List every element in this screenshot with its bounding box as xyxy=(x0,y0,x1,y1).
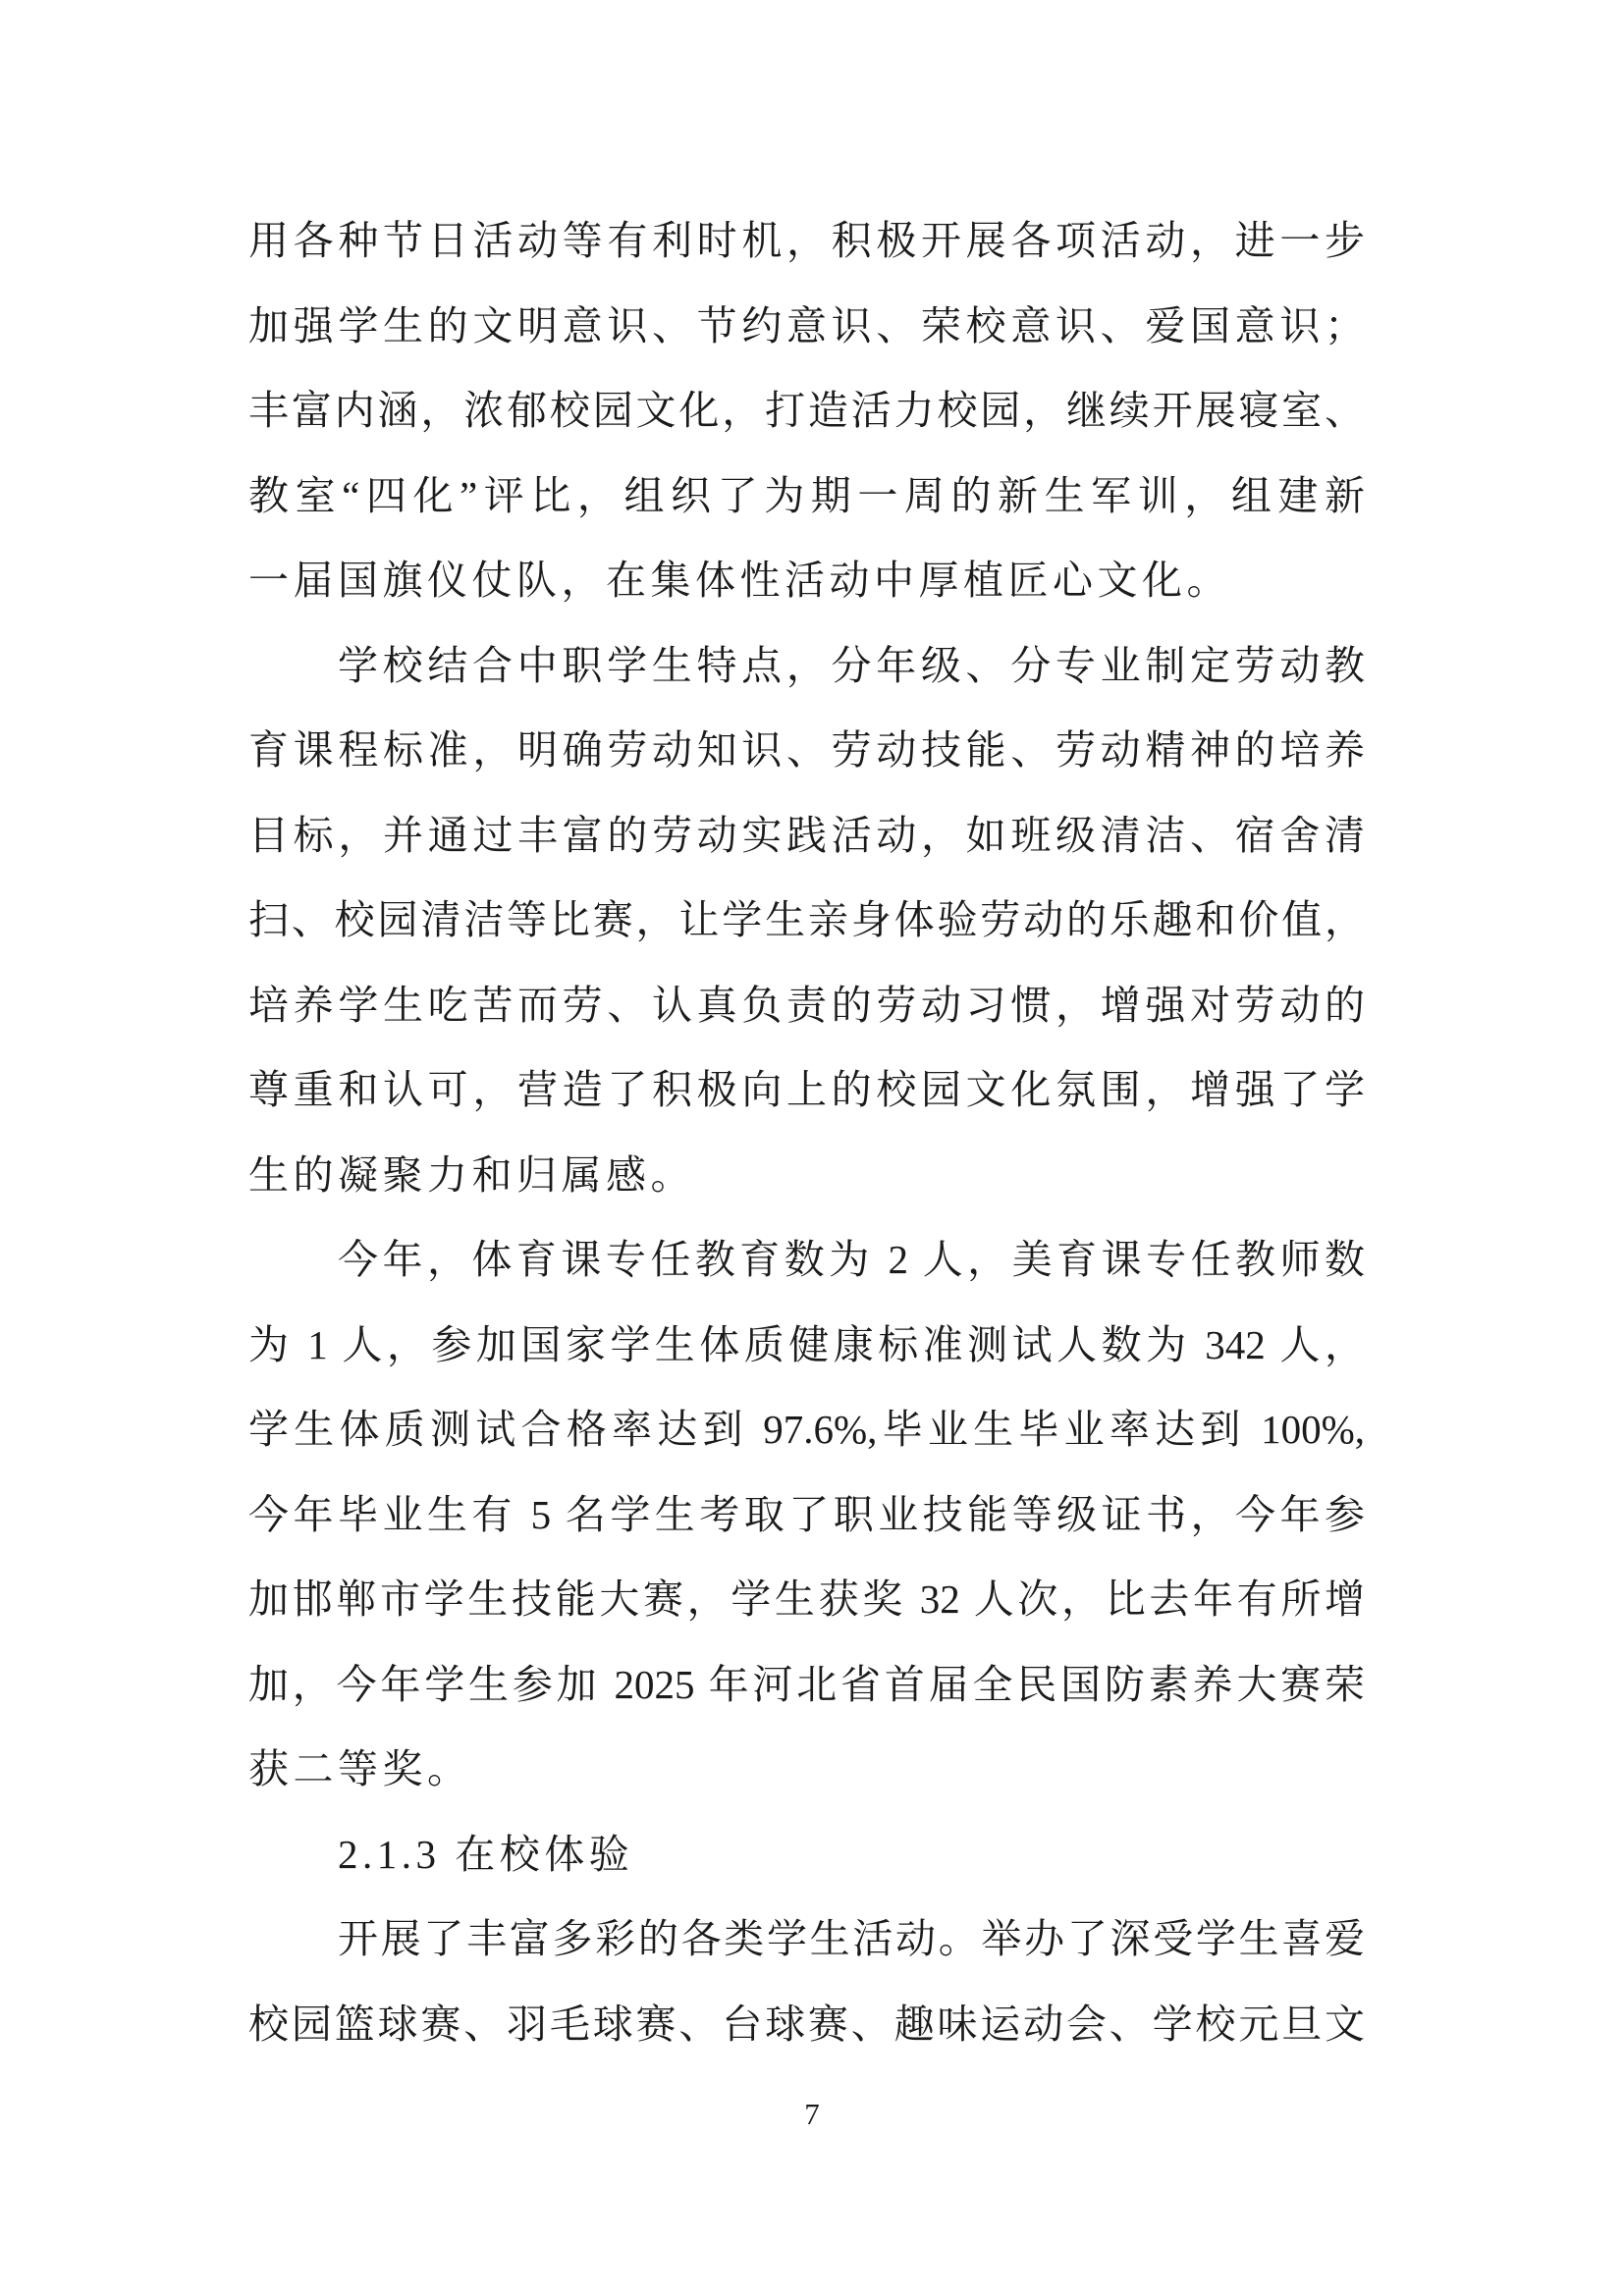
text-line: 培养学生吃苦而劳、认真负责的劳动习惯，增强对劳动的 xyxy=(248,982,1365,1028)
page-text-block xyxy=(248,198,1365,2066)
text-line: 今年毕业生有 5 名学生考取了职业技能等级证书，今年参 xyxy=(248,1491,1365,1537)
text-line: 校园篮球赛、羽毛球赛、台球赛、趣味运动会、学校元旦文 xyxy=(248,2001,1365,2047)
text-line: 获二等奖。 xyxy=(248,1746,472,1791)
text-line: 尊重和认可，营造了积极向上的校园文化氛围，增强了学 xyxy=(248,1067,1365,1112)
paragraph xyxy=(248,1217,1365,1812)
text-line: 加，今年学生参加 2025 年河北省首届全民国防素养大赛荣 xyxy=(248,1661,1365,1707)
text-line: 学校结合中职学生特点，分年级、分专业制定劳动教 xyxy=(338,642,1365,688)
text-line: 学生体质测试合格率达到 97.6%,毕业生毕业率达到 100%, xyxy=(248,1407,1365,1452)
text-line: 加强学生的文明意识、节约意识、荣校意识、爱国意识； xyxy=(248,302,1365,348)
text-line: 今年，体育课专任教育数为 2 人，美育课专任教师数 xyxy=(338,1237,1365,1282)
text-line: 育课程标准，明确劳动知识、劳动技能、劳动精神的培养 xyxy=(248,727,1365,773)
section-heading: 2.1.3 在校体验 xyxy=(338,1831,634,1877)
text-line: 加邯郸市学生技能大赛，学生获奖 32 人次，比去年有所增 xyxy=(248,1576,1365,1622)
text-line: 目标，并通过丰富的劳动实践活动，如班级清洁、宿舍清 xyxy=(248,812,1365,858)
text-line: 丰富内涵，浓郁校园文化，打造活力校园，继续开展寝室、 xyxy=(248,388,1365,433)
text-line: 用各种节日活动等有利时机，积极开展各项活动，进一步 xyxy=(248,218,1365,263)
text-line: 教室“四化”评比，组织了为期一周的新生军训，组建新 xyxy=(248,472,1365,518)
paragraph xyxy=(248,198,1365,623)
text-line: 为 1 人，参加国家学生体质健康标准测试人数为 342 人， xyxy=(248,1321,1365,1367)
page-number: 7 xyxy=(804,2097,820,2131)
text-line: 开展了丰富多彩的各类学生活动。举办了深受学生喜爱 xyxy=(338,1916,1365,1961)
text-line: 一届国旗仪仗队，在集体性活动中厚植匠心文化。 xyxy=(248,558,1231,603)
section-heading-block xyxy=(248,1812,1365,1897)
text-line: 扫、校园清洁等比赛，让学生亲身体验劳动的乐趣和价值， xyxy=(248,897,1365,942)
paragraph xyxy=(248,623,1365,1218)
paragraph xyxy=(248,1896,1365,2066)
text-line: 生的凝聚力和归属感。 xyxy=(248,1151,695,1198)
